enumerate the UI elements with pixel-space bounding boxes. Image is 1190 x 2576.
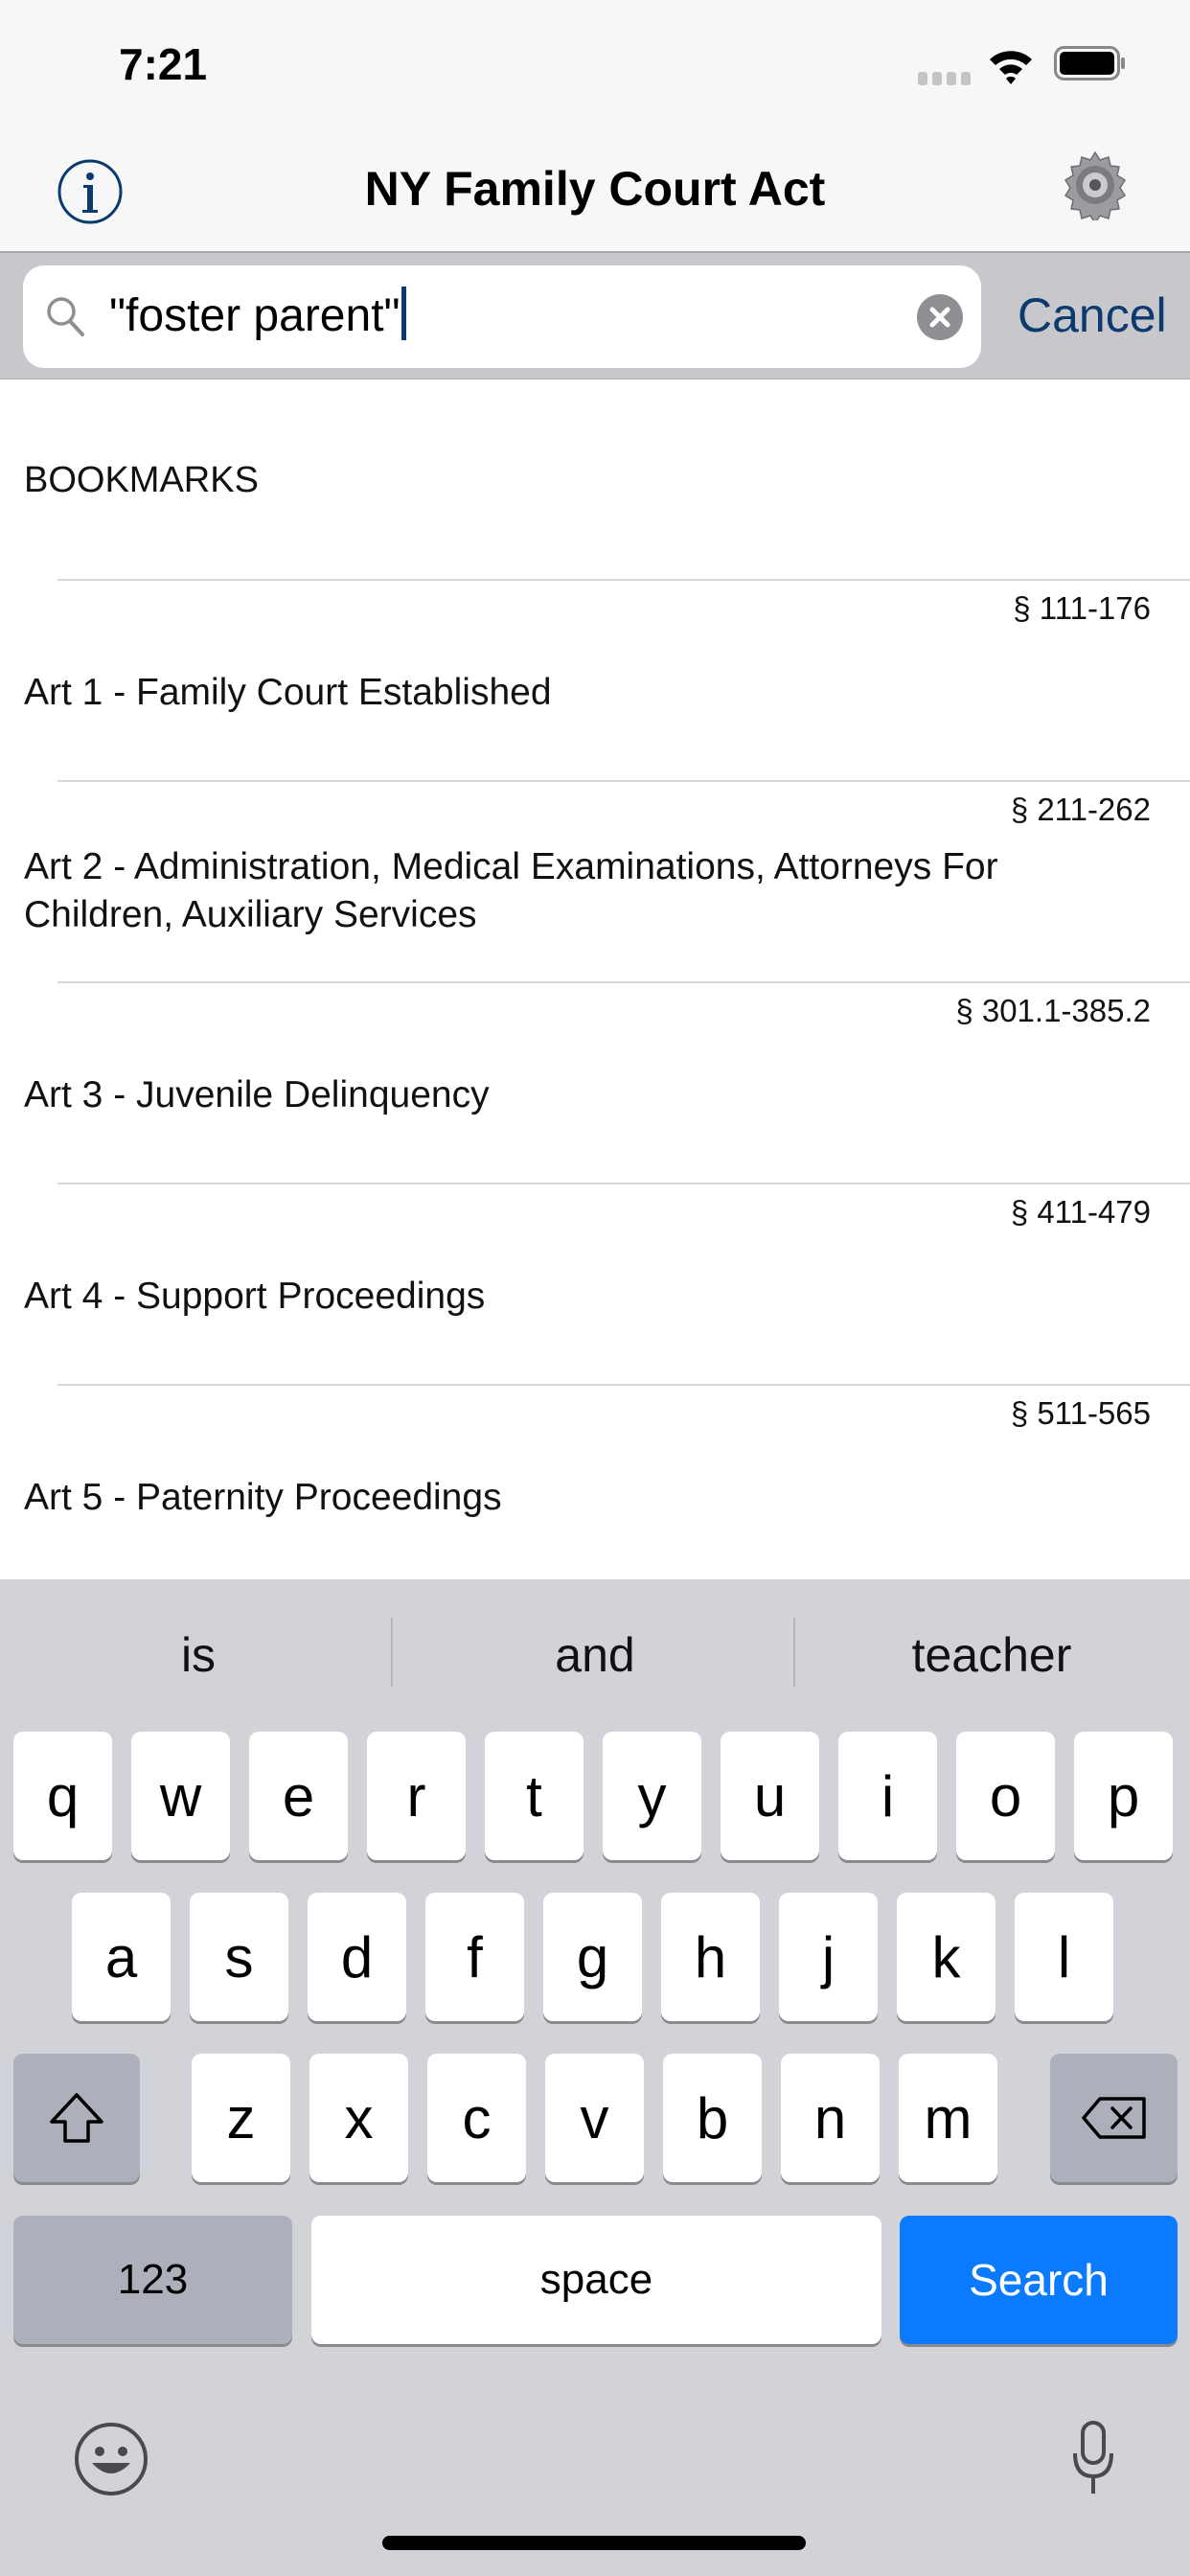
section-range: § 211-262	[1010, 792, 1151, 827]
navigation-bar	[0, 134, 1190, 253]
search-query-text	[109, 287, 406, 342]
cancel-button[interactable]: Cancel	[1018, 288, 1167, 342]
section-header-bookmarks: BOOKMARKS	[24, 460, 259, 500]
section-range: § 511-565	[1010, 1395, 1151, 1431]
microphone-icon[interactable]	[1069, 2419, 1117, 2501]
key-b[interactable]: b	[663, 2054, 762, 2182]
emoji-icon[interactable]	[73, 2421, 149, 2497]
list-item[interactable]	[0, 1386, 1190, 1577]
list-item[interactable]	[0, 782, 1190, 981]
keyboard	[0, 1579, 1190, 2576]
section-range: § 111-176	[1013, 590, 1151, 626]
key-n[interactable]: n	[781, 2054, 880, 2182]
shift-key[interactable]	[13, 2054, 140, 2182]
key-v[interactable]: v	[545, 2054, 644, 2182]
wifi-icon	[987, 46, 1035, 84]
key-u[interactable]: u	[721, 1732, 819, 1860]
key-k[interactable]: k	[897, 1893, 995, 2021]
key-r[interactable]: r	[367, 1732, 466, 1860]
search-input[interactable]	[23, 265, 981, 368]
key-o[interactable]: o	[956, 1732, 1055, 1860]
backspace-icon	[1081, 2096, 1148, 2140]
key-y[interactable]: y	[603, 1732, 701, 1860]
key-f[interactable]: f	[425, 1893, 524, 2021]
key-m[interactable]: m	[899, 2054, 997, 2182]
key-p[interactable]: p	[1074, 1732, 1173, 1860]
key-q[interactable]: q	[13, 1732, 112, 1860]
key-t[interactable]: t	[485, 1732, 584, 1860]
key-w[interactable]: w	[131, 1732, 230, 1860]
gear-icon[interactable]	[1060, 150, 1131, 220]
battery-icon	[1054, 46, 1127, 82]
section-range: § 411-479	[1010, 1194, 1151, 1230]
key-g[interactable]: g	[543, 1893, 642, 2021]
search-key[interactable]: Search	[900, 2216, 1178, 2344]
key-x[interactable]: x	[309, 2054, 408, 2182]
article-title: Art 2 - Administration, Medical Examinations, Attorneys For Children, Auxiliary Services	[24, 846, 998, 935]
key-i[interactable]: i	[838, 1732, 937, 1860]
search-bar	[0, 253, 1190, 380]
article-title: Art 5 - Paternity Proceedings	[24, 1477, 502, 1518]
article-title: Art 4 - Support Proceedings	[24, 1276, 486, 1317]
text-caret	[401, 287, 406, 340]
numbers-key[interactable]: 123	[13, 2216, 292, 2344]
status-bar	[0, 0, 1190, 134]
delete-key[interactable]	[1050, 2054, 1178, 2182]
search-value: "foster parent"	[109, 290, 400, 341]
key-a[interactable]: a	[72, 1893, 171, 2021]
signal-icon	[918, 70, 972, 85]
key-j[interactable]: j	[779, 1893, 878, 2021]
page-title: NY Family Court Act	[364, 162, 826, 216]
list-item[interactable]	[0, 1184, 1190, 1384]
article-title: Art 3 - Juvenile Delinquency	[24, 1074, 490, 1116]
suggestion[interactable]: teacher	[911, 1628, 1072, 1682]
search-icon	[44, 294, 88, 338]
divider	[391, 1618, 393, 1687]
key-s[interactable]: s	[190, 1893, 288, 2021]
key-e[interactable]: e	[249, 1732, 348, 1860]
key-c[interactable]: c	[427, 2054, 526, 2182]
key-d[interactable]: d	[308, 1893, 406, 2021]
key-l[interactable]: l	[1015, 1893, 1113, 2021]
list-item[interactable]	[0, 581, 1190, 780]
list-item[interactable]	[0, 983, 1190, 1183]
clear-icon[interactable]	[916, 293, 964, 341]
article-title: Art 1 - Family Court Established	[24, 672, 552, 713]
shift-icon	[48, 2091, 105, 2145]
status-time: 7:21	[119, 39, 208, 89]
suggestion[interactable]: is	[180, 1628, 217, 1682]
space-key[interactable]: space	[311, 2216, 881, 2344]
key-h[interactable]: h	[661, 1893, 760, 2021]
home-indicator	[382, 2536, 806, 2550]
section-range: § 301.1-385.2	[955, 993, 1151, 1028]
key-z[interactable]: z	[192, 2054, 290, 2182]
suggestion[interactable]: and	[555, 1628, 635, 1682]
